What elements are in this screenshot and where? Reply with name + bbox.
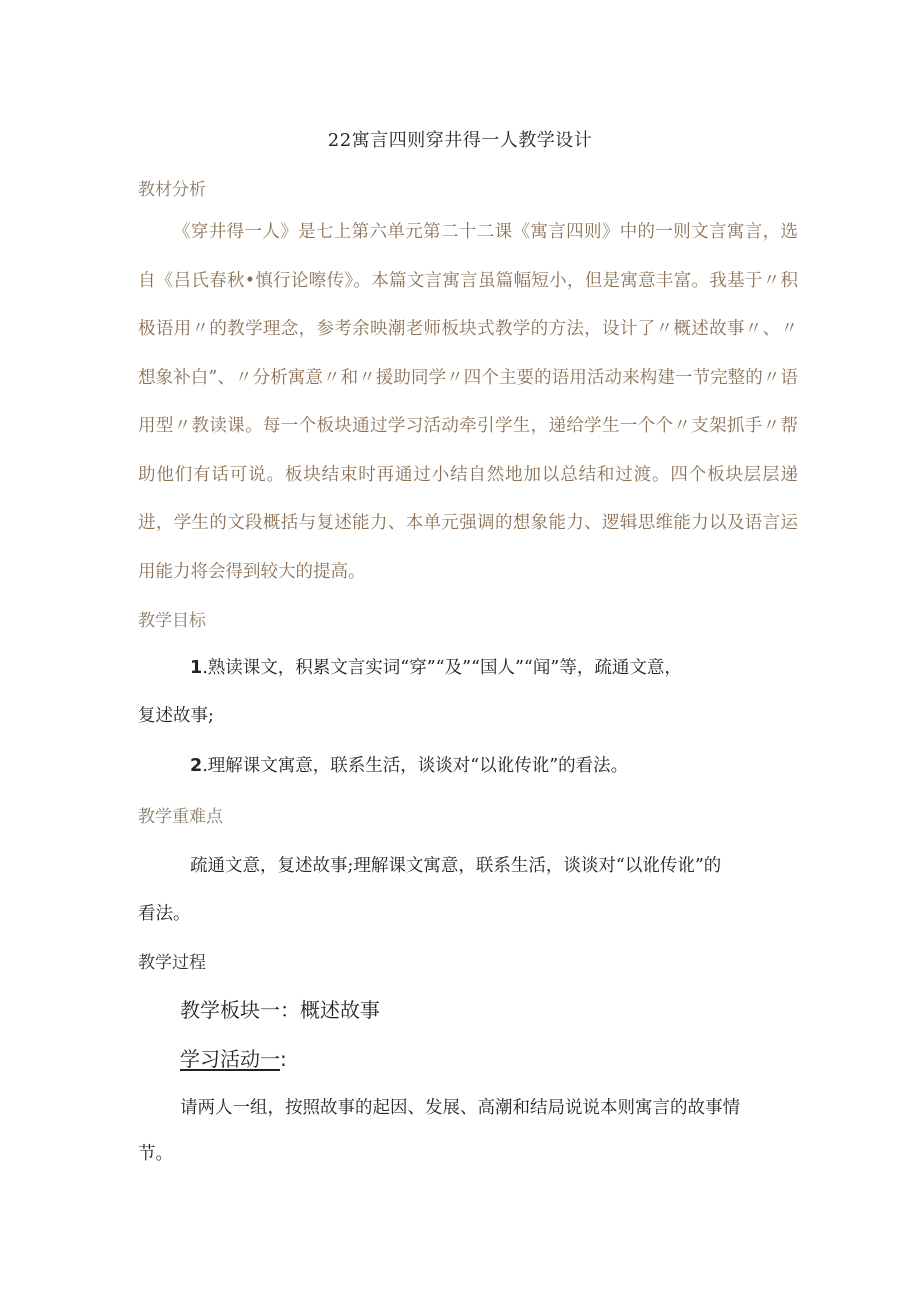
goal-item-1 (190, 654, 850, 679)
goal-item-1-continued: 复述故事; (138, 706, 214, 726)
heading-goals: 教学目标 (138, 611, 206, 631)
teaching-module-1: 教学板块一：概述故事 (180, 998, 380, 1022)
activity-task-line-1: 请两人一组，按照故事的起因、发展、高潮和结局说说本则寓言的故事情 (180, 1098, 740, 1118)
learning-activity-1-colon: : (280, 1047, 287, 1071)
goal-item-1-text: .熟读课文，积累文言实词“穿”“及”“国人”“闻”等，疏通文意， (202, 658, 682, 678)
heading-analysis: 教材分析 (138, 180, 206, 200)
document-title: 22寓言四则穿井得一人教学设计 (327, 130, 593, 151)
goal-item-1-number: 1 (190, 658, 203, 678)
paragraph-analysis: 《穿井得一人》是七上第六单元第二十二课《寓言四则》中的一则文言寓言，选自《吕氏春秋•慎行论嚓传》。本篇文言寓言虽篇幅短小，但是寓意丰富。我基于〃积极语用〃的教学理念，参考余映潮老师板块式教学的方法，设计了〃概述故事〃、〃想象补白”、〃分析寓意〃和〃援助同学〃四个主要的语用活动来构建一节完整的〃语用型〃教读课。每一个板块通过学习活动牵引学生，递给学生一个个〃支架抓手〃帮助他们有话可说。板块结束时再通过小结自然地加以总结和过渡。四个板块层层递进，学生的文段概括与复述能力、本单元强调的想象能力、逻辑思维能力以及语言运用能力将会得到较大的提高。 (138, 222, 798, 582)
key-points-line-2: 看法。 (138, 904, 191, 924)
learning-activity-1-label: 学习活动一 (180, 1047, 280, 1071)
learning-activity-1 (180, 1043, 287, 1072)
key-points-line-1: 疏通文意，复述故事;理解课文寓意，联系生活，谈谈对“以讹传讹”的 (190, 856, 722, 876)
heading-process: 教学过程 (138, 953, 206, 973)
activity-task-line-2: 节。 (138, 1144, 173, 1164)
goal-item-2-text: .理解课文寓意，联系生活，谈谈对“以讹传讹”的看法。 (202, 756, 629, 776)
heading-key-points: 教学重难点 (138, 807, 223, 827)
goal-item-2-number: 2 (190, 756, 203, 776)
goal-item-2 (190, 752, 850, 777)
